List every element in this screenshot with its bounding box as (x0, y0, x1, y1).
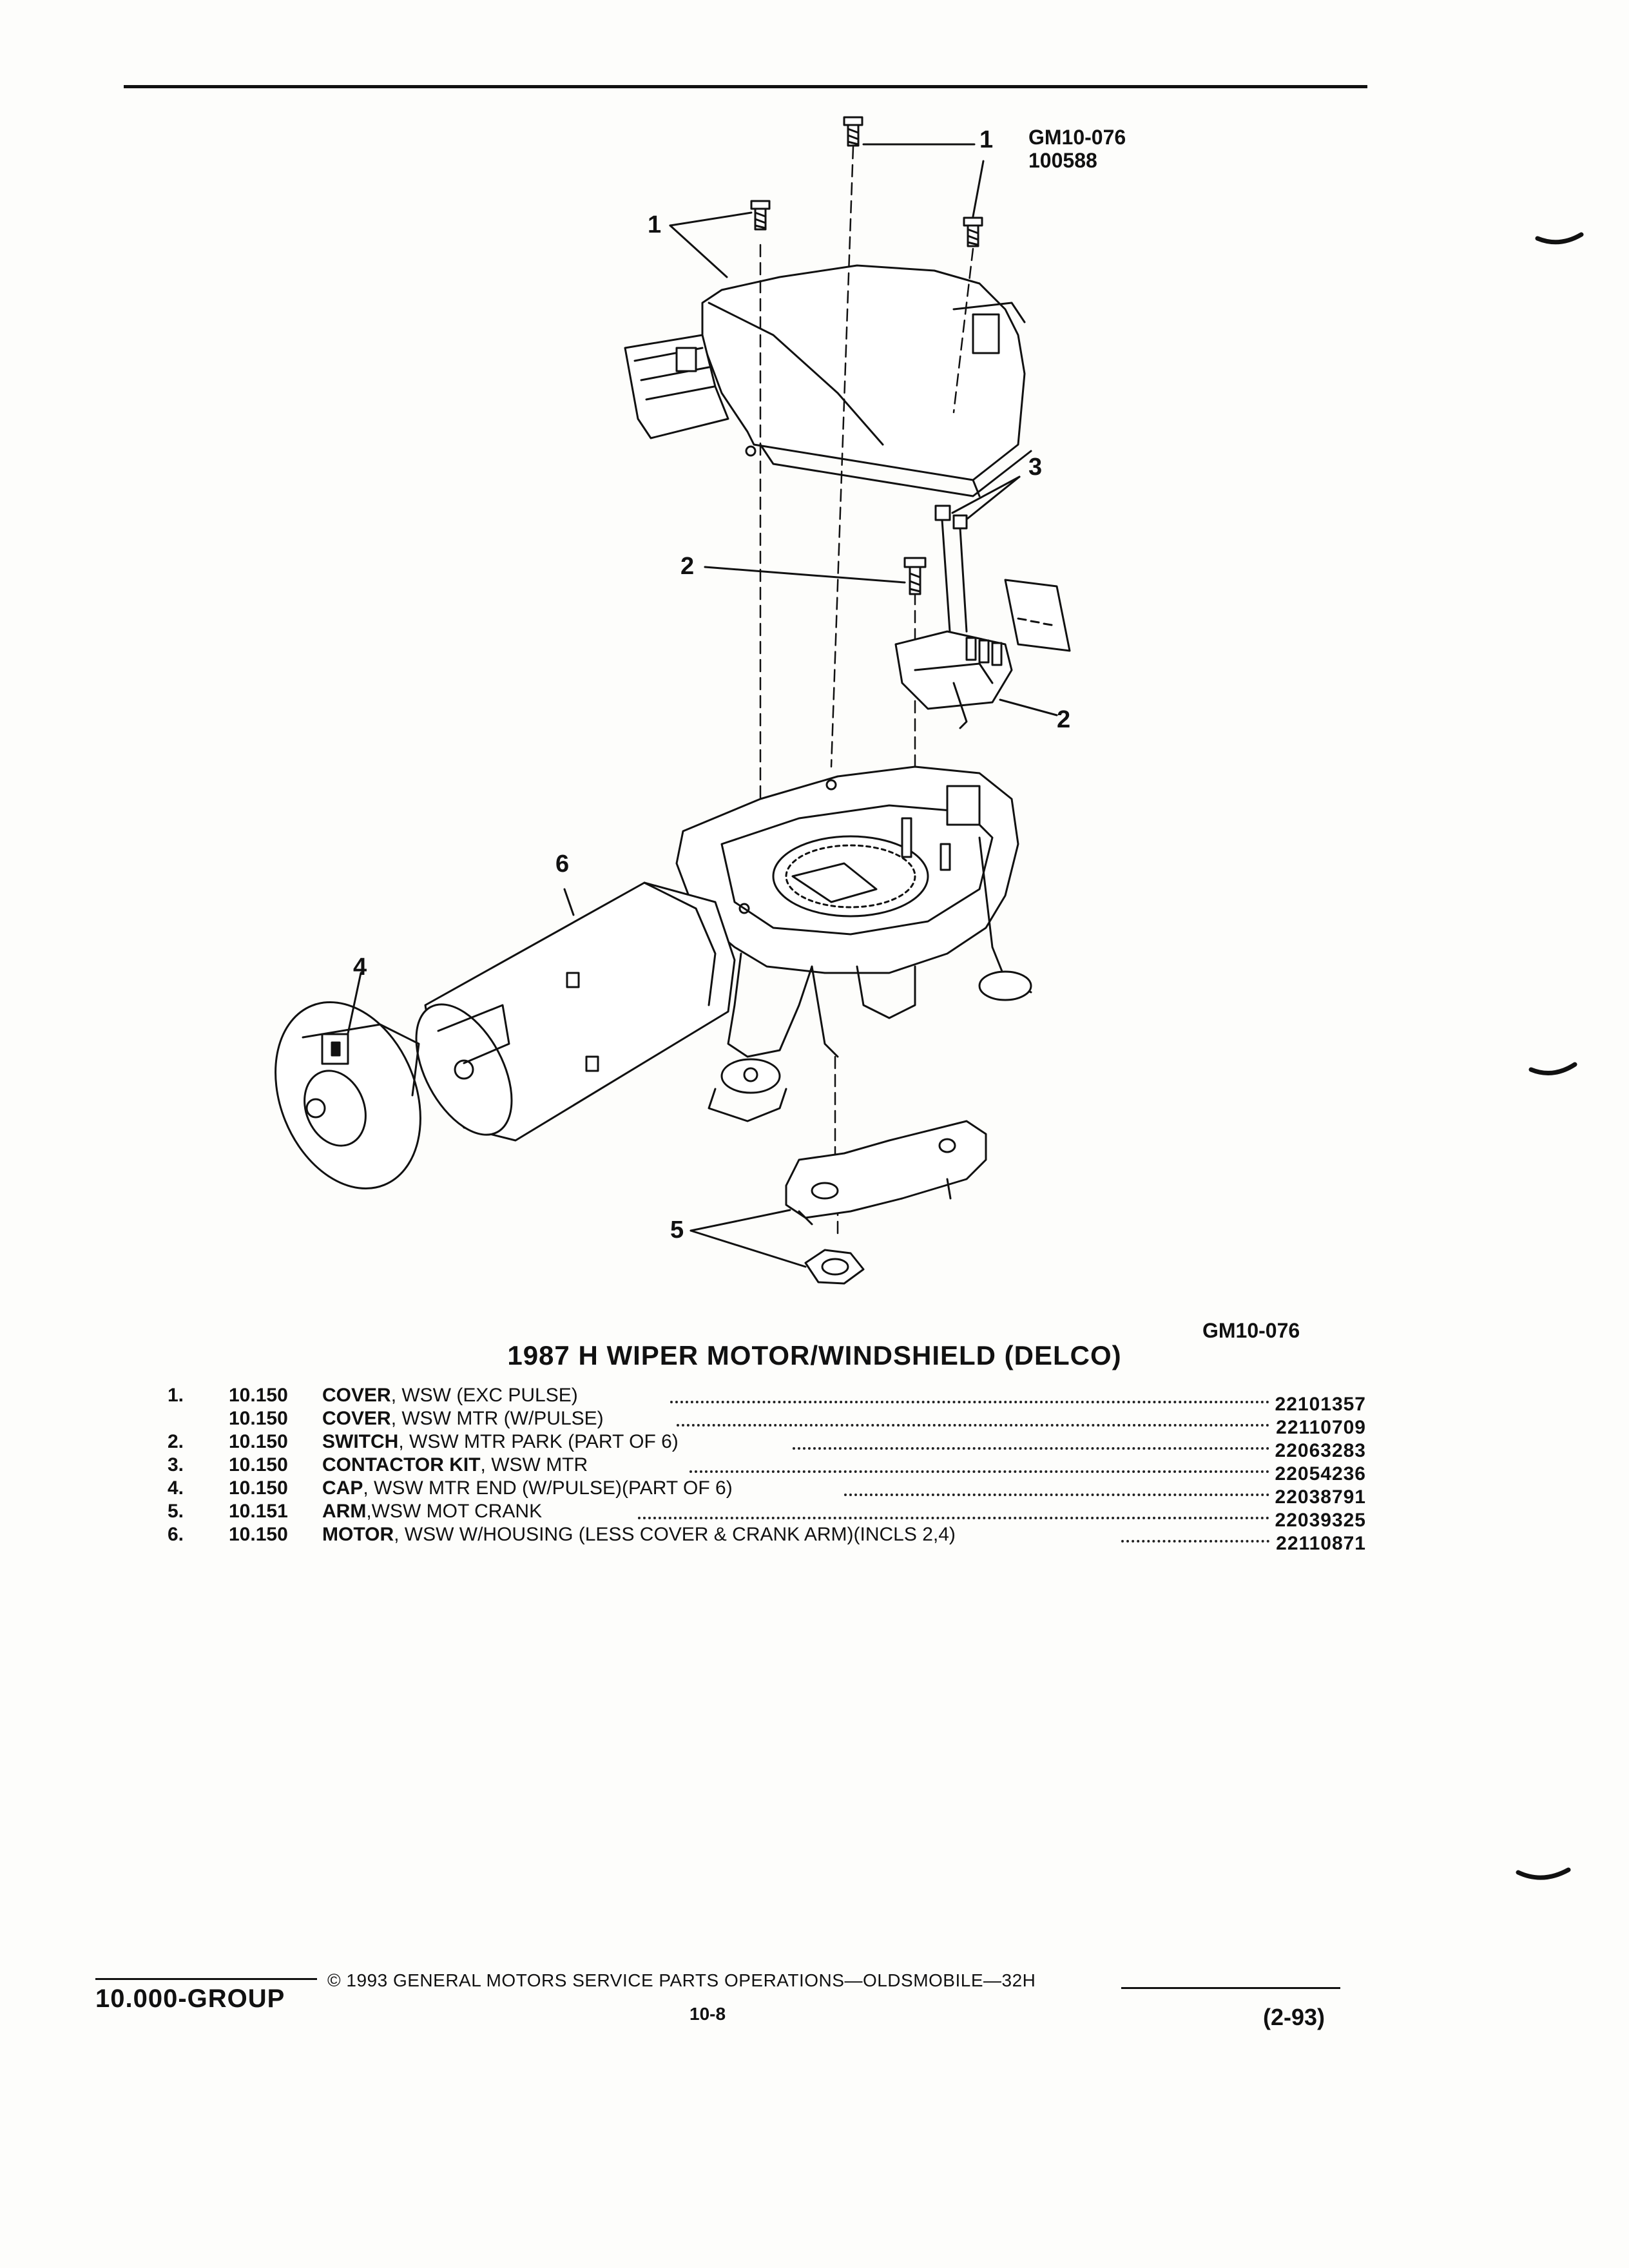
motor-can (396, 883, 735, 1150)
dot-leader (844, 1494, 1269, 1496)
cover-screw-top (844, 117, 862, 146)
part-description (322, 1384, 578, 1407)
group-number: 10.150 (229, 1524, 288, 1545)
dot-leader (638, 1517, 1269, 1519)
item-number: 3. (168, 1454, 184, 1475)
part-name: COVER (322, 1408, 391, 1429)
part-detail: , WSW W/HOUSING (LESS COVER & CRANK ARM)(INCLS 2,4) (394, 1524, 956, 1545)
part-detail: , WSW MTR PARK (PART OF 6) (398, 1431, 679, 1452)
figure-code-bottom: GM10-076 (1202, 1319, 1300, 1342)
part-name: MOTOR (322, 1524, 394, 1545)
cover-screw-left (751, 201, 769, 229)
part-description (322, 1430, 679, 1454)
group-number: 10.150 (229, 1477, 288, 1499)
scan-margin-mark (1527, 1050, 1579, 1089)
park-switch (896, 631, 1012, 728)
part-detail: , WSW (EXC PULSE) (390, 1385, 578, 1406)
dot-leader (670, 1401, 1269, 1403)
part-number: 22063283 (1275, 1440, 1366, 1461)
part-name: SWITCH (322, 1431, 399, 1452)
dot-leader (677, 1424, 1269, 1427)
cover-screw-right (964, 218, 982, 246)
callout-3: 3 (1028, 454, 1043, 481)
callout-2-screw: 2 (680, 553, 695, 580)
switch-insulator-plate (1005, 580, 1070, 651)
dot-leader (689, 1470, 1269, 1473)
parts-row (161, 1384, 1366, 1415)
dot-leader (793, 1447, 1269, 1450)
part-detail: , WSW MTR (480, 1454, 588, 1475)
switch-screw (905, 558, 925, 594)
part-detail: , WSW MTR (W/PULSE) (390, 1408, 604, 1429)
part-description (322, 1500, 542, 1523)
part-detail: , WSW MTR END (W/PULSE)(PART OF 6) (363, 1477, 733, 1499)
part-description (322, 1407, 604, 1430)
part-number: 22038791 (1275, 1486, 1366, 1508)
group-number: 10.151 (229, 1501, 288, 1522)
parts-row (161, 1430, 1366, 1461)
footer-date: (2-93) (1263, 2004, 1325, 2030)
footer-page-number: 10-8 (689, 2004, 726, 2024)
contactor-kit (936, 506, 967, 631)
part-description (322, 1454, 588, 1477)
group-number: 10.150 (229, 1385, 288, 1406)
parts-row (161, 1407, 1366, 1438)
part-name: COVER (322, 1385, 391, 1406)
footer-group: 10.000-GROUP (95, 1984, 285, 2013)
callout-1-left: 1 (648, 211, 662, 238)
part-number: 22101357 (1275, 1394, 1366, 1415)
item-number: 5. (168, 1501, 184, 1522)
page-title: 1987 H WIPER MOTOR/WINDSHIELD (DELCO) (507, 1340, 1122, 1370)
parts-row (161, 1477, 1366, 1508)
dot-leader (1121, 1540, 1269, 1542)
motor-end-cap (249, 981, 447, 1211)
part-description (322, 1523, 956, 1546)
callout-2-switch: 2 (1057, 706, 1071, 733)
item-number: 4. (168, 1477, 184, 1499)
part-name: CONTACTOR KIT (322, 1454, 481, 1475)
item-number: 1. (168, 1385, 184, 1406)
scan-margin-mark (1514, 1856, 1572, 1894)
item-number: 2. (168, 1431, 184, 1452)
callout-6: 6 (555, 850, 570, 878)
figure-ref-number: 100588 (1028, 149, 1097, 172)
callout-1-top: 1 (979, 126, 994, 153)
group-number: 10.150 (229, 1454, 288, 1475)
part-number: 22054236 (1275, 1463, 1366, 1485)
parts-row (161, 1523, 1366, 1554)
scan-margin-mark (1534, 219, 1585, 258)
footer-copyright: © 1993 GENERAL MOTORS SERVICE PARTS OPERATIONS—OLDSMOBILE—32H (327, 1970, 1036, 1990)
group-number: 10.150 (229, 1431, 288, 1452)
part-description (322, 1477, 733, 1500)
part-name: CAP (322, 1477, 363, 1499)
footer-rule-right (1121, 1987, 1340, 1989)
crank-arm (786, 1121, 986, 1224)
callout-4: 4 (353, 954, 367, 981)
parts-row (161, 1500, 1366, 1531)
callout-5: 5 (670, 1216, 684, 1244)
item-number: 6. (168, 1524, 184, 1545)
part-detail: ,WSW MOT CRANK (366, 1501, 543, 1522)
group-number: 10.150 (229, 1408, 288, 1429)
parts-list (161, 1384, 1366, 1554)
part-number: 22110871 (1276, 1533, 1366, 1554)
crank-nut (805, 1250, 863, 1283)
parts-row (161, 1454, 1366, 1485)
part-number: 22110709 (1276, 1417, 1366, 1438)
figure-code: GM10-076 (1028, 126, 1126, 149)
part-name: ARM (322, 1501, 367, 1522)
part-number: 22039325 (1275, 1510, 1366, 1531)
footer-rule-left (95, 1978, 317, 1980)
wiper-motor-cover (625, 265, 1031, 496)
